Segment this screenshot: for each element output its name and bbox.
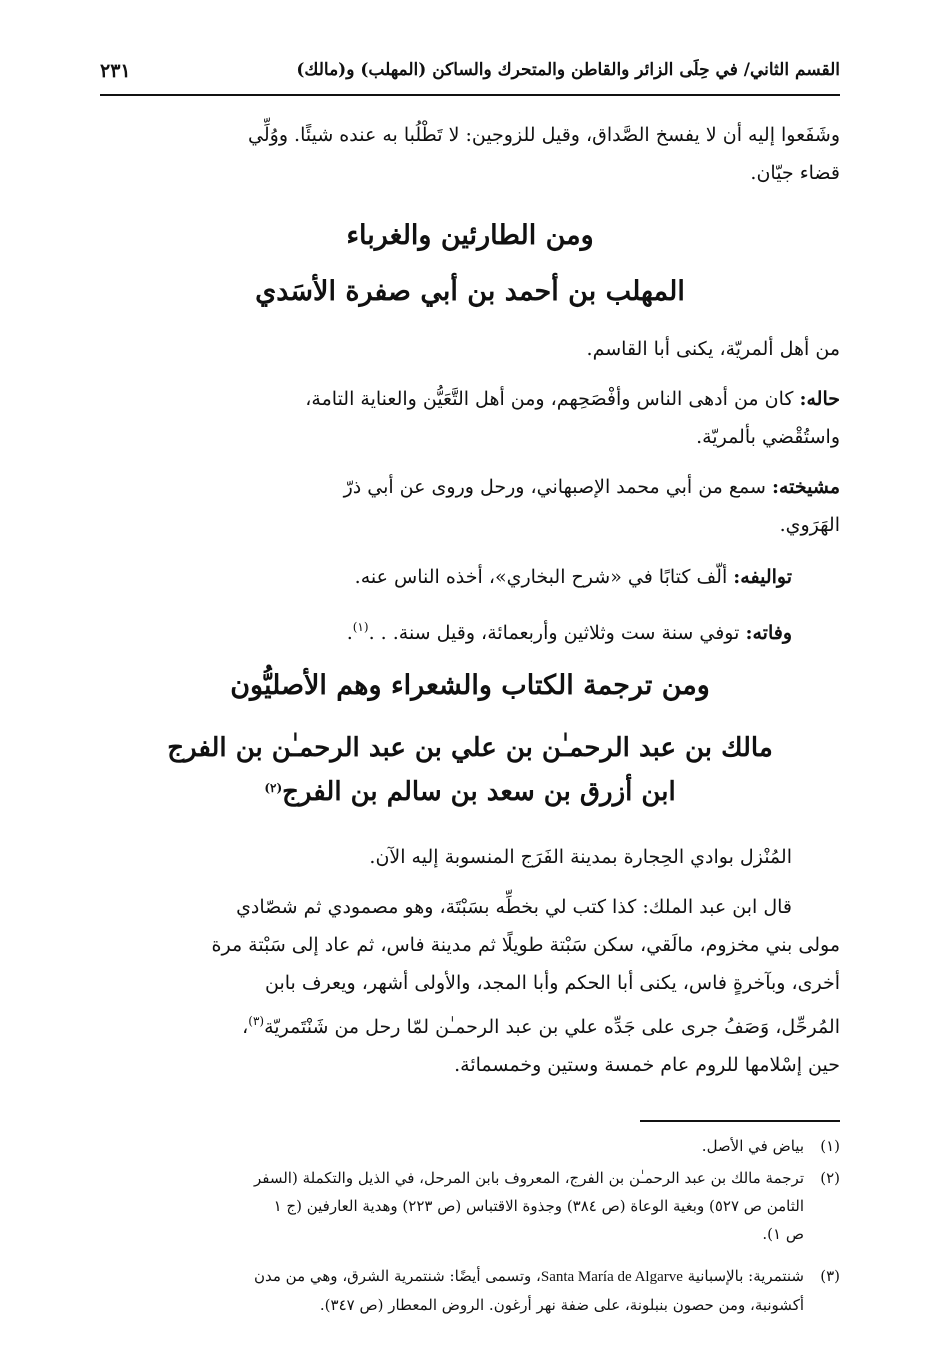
footnote-1: [100, 1132, 840, 1160]
page-number: ٢٣١: [100, 60, 131, 82]
person1-death: وفاته: توفي سنة ست وثلاثين وأربعمائة، وقيل سنة. . .$^{(١)}$.: [346, 620, 792, 644]
running-header: [100, 56, 840, 96]
para-line-4: المُرحِّل، وَصَفُ جرى على جَدِّه علي بن عبد الرحمـٰن لمّا رحل من شَنْتَمريّة: [264, 1016, 840, 1038]
death-text: توفي سنة ست وثلاثين وأربعمائة، وقيل سنة. . .: [368, 622, 740, 644]
para-line-3: أخرى، وبآخرةٍ فاس، يكنى أبا الحكم وأبا المجد، والأولى أشهر، ويعرف بابن: [264, 972, 840, 994]
header-title: القسم الثاني/ في حِلَى الزائر والقاطن والمتحرك والساكن (المهلب) و(مالك): [296, 60, 840, 80]
footnote-ref-3[interactable]: (٣): [248, 1014, 265, 1028]
section-heading-1: ومن الطارئين والغرباء: [346, 220, 594, 251]
footnote-1-text: بياض في الأصل.: [701, 1137, 804, 1155]
footnote-ref-1[interactable]: (١): [352, 620, 369, 634]
intro-paragraph: [100, 116, 840, 192]
footnote-1-number: (١): [820, 1137, 840, 1155]
footnote-3-line-1a: شنتمرية: بالإسبانية: [687, 1267, 804, 1285]
footnote-3-latin: Santa María de Algarve: [540, 1269, 683, 1285]
person2-paragraph: [100, 888, 840, 1084]
person1-name: المهلب بن أحمد بن أبي صفرة الأسَدي: [255, 276, 685, 307]
footnote-2-line-1: ترجمة مالك بن عبد الرحمـٰن بن الفرج، المعروف بابن المرحل، في الذيل والتكملة (السفر: [253, 1169, 804, 1187]
teachers-line-1: سمع من أبي محمد الإصبهاني، ورحل وروى عن أبي ذرّ: [343, 476, 766, 498]
works-label: تواليفه:: [733, 566, 792, 588]
person1-works: [100, 558, 840, 596]
footnote-3-number: (٣): [820, 1267, 840, 1285]
works-text: ألّف كتابًا في «شرح البخاري»، أخذه الناس عنه.: [354, 566, 728, 588]
footnote-3-line-2: أكشونبة، ومن حصون بنبلونة، على ضفة نهر أرغون. الروض المعطار (ص ٣٤٧).: [319, 1296, 804, 1314]
footnote-2-number: (٢): [820, 1169, 840, 1187]
footnote-3-line-1b: ، وتسمى أيضًا: شنتمرية الشرق، وهي من مدن: [253, 1267, 541, 1285]
section-heading-2: ومن ترجمة الكتاب والشعراء وهم الأصليُّون: [230, 670, 710, 701]
person1-origin: من أهل ألمريّة، يكنى أبا القاسم.: [586, 338, 840, 360]
para-line-5: حين إسْلامها للروم عام خمسة وستين وخمسمائة.: [454, 1054, 840, 1076]
teachers-line-2: الهَرَوي.: [779, 514, 840, 536]
footnote-2-line-3: ص ١).: [762, 1225, 804, 1243]
state-line-1: كان من أدهى الناس وأفْصَحِهم، ومن أهل التَّعَيُّن والعناية التامة،: [305, 388, 794, 410]
intro-line-1: وشَفَعوا إليه أن لا يفسخ الصَّداق، وقيل للزوجين: لا تَطْلُبا به عنده شيئًا. ووُلِّي: [248, 124, 840, 146]
para-line-1: قال ابن عبد الملك: كذا كتب لي بخطِّه بسَبْتَة، وهو مصمودي ثم شصّادي: [236, 896, 792, 918]
person1-state: [100, 380, 840, 456]
teachers-label: مشيخته:: [771, 476, 840, 498]
footnote-rule: [640, 1120, 840, 1122]
para-line-4-comma: ،: [242, 1016, 249, 1038]
para-line-2: مولى بني مخزوم، مالَقي، سكن سَبْتة طويلًا ثم مدينة فاس، ثم عاد إلى سَبْتة مرة: [211, 934, 840, 956]
footnote-ref-2[interactable]: (٢): [264, 781, 283, 795]
header-rule: [100, 94, 840, 96]
person2-name: [100, 728, 840, 812]
footnote-2: [100, 1164, 840, 1248]
state-label: حاله:: [799, 388, 840, 410]
state-line-2: واستُقْضي بألمريّة.: [696, 426, 840, 448]
intro-line-2: قضاء جيّان.: [750, 162, 840, 184]
person2-name-line-1: مالك بن عبد الرحمـٰن بن علي بن عبد الرحمـٰن بن الفرج: [167, 733, 773, 763]
person1-teachers: [100, 468, 840, 544]
death-label: وفاته:: [745, 622, 792, 644]
footnote-2-line-2: الثامن ص ٥٢٧) وبغية الوعاة (ص ٣٨٤) وجذوة الاقتباس (ص ٢٢٣) وهدية العارفين (ج ١: [273, 1197, 804, 1215]
footnote-3: [100, 1262, 840, 1319]
person2-origin: المُنْزل بوادي الحِجارة بمدينة الفَرَج المنسوبة إليه الآن.: [369, 846, 792, 868]
person2-name-line-2: ابن أزرق بن سعد بن سالم بن الفرج: [282, 777, 676, 807]
